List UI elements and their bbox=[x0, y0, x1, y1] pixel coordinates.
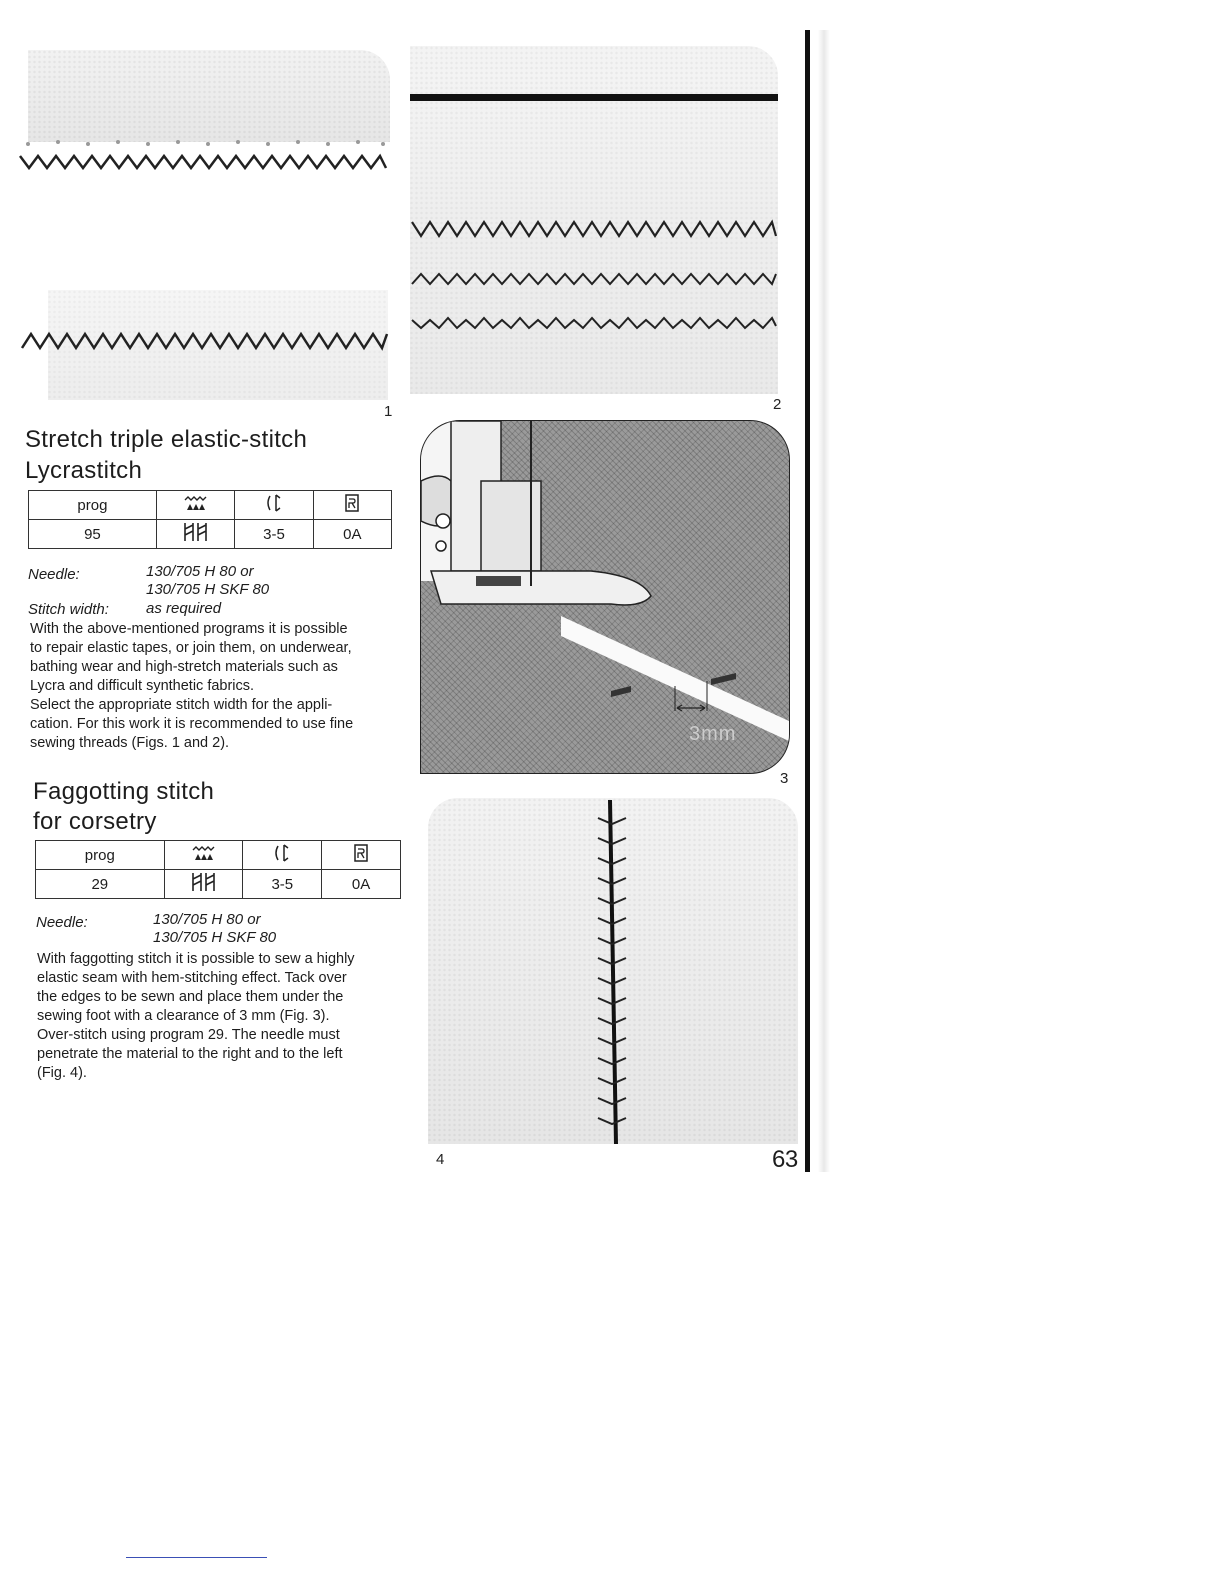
presser-foot-icon bbox=[313, 491, 391, 520]
section-1-title-line-2: Lycrastitch bbox=[25, 457, 143, 484]
presser-foot-value: 0A bbox=[313, 520, 391, 549]
section-1-body bbox=[30, 620, 400, 753]
section-2-title-line-1: Faggotting stitch bbox=[33, 778, 215, 805]
stitch-width-icon bbox=[235, 491, 313, 520]
needle-value-line-2: 130/705 H SKF 80 bbox=[153, 929, 277, 946]
presser-foot-illustration bbox=[421, 421, 789, 773]
fabric-swatch-top bbox=[28, 50, 390, 142]
needle-value-line-2: 130/705 H SKF 80 bbox=[146, 581, 270, 598]
figure-2-number: 2 bbox=[773, 396, 782, 413]
presser-foot-value: 0A bbox=[322, 870, 401, 899]
section-1-title-line-1: Stretch triple elastic-stitch bbox=[25, 426, 308, 453]
body-line: With faggotting stitch it is possible to sew a highly bbox=[37, 951, 355, 967]
clearance-measure-label: 3mm bbox=[689, 723, 737, 745]
body-line: to repair elastic tapes, or join them, on underwear, bbox=[30, 640, 352, 656]
figure-4-number: 4 bbox=[436, 1151, 445, 1168]
body-line: cation. For this work it is recommended to use fine bbox=[30, 716, 354, 732]
zigzag-stitch-row-3 bbox=[410, 308, 780, 338]
body-line: (Fig. 4). bbox=[37, 1065, 87, 1081]
figure-3-number: 3 bbox=[780, 770, 789, 787]
prog-value: 95 bbox=[29, 520, 157, 549]
triple-zigzag-icon bbox=[164, 870, 243, 899]
page-number: 63 bbox=[772, 1146, 798, 1173]
body-line: sewing foot with a clearance of 3 mm (Fig. 3). bbox=[37, 1008, 330, 1024]
section-1-settings-table bbox=[28, 490, 392, 549]
needle-value-line-1: 130/705 H 80 or bbox=[146, 563, 254, 580]
zigzag-stitch-bottom bbox=[18, 318, 390, 358]
body-line: With the above-mentioned programs it is possible bbox=[30, 621, 348, 637]
stitch-width-value-text: as required bbox=[146, 600, 222, 617]
needle-label: Needle: bbox=[28, 566, 80, 583]
zigzag-stitch-row-2 bbox=[410, 266, 780, 296]
page-edge-shadow bbox=[818, 30, 830, 1172]
section-2-body bbox=[37, 950, 407, 1083]
footer-rule bbox=[126, 1557, 267, 1558]
body-line: Lycra and difficult synthetic fabrics. bbox=[30, 678, 255, 694]
prog-header: prog bbox=[36, 841, 165, 870]
figure-3 bbox=[420, 420, 790, 774]
faggotting-seam bbox=[428, 798, 798, 1144]
zigzag-stitch-top bbox=[18, 138, 390, 218]
body-line: penetrate the material to the right and to the left bbox=[37, 1046, 343, 1062]
figure-4 bbox=[428, 798, 798, 1144]
needle-label: Needle: bbox=[36, 914, 88, 931]
fabric-edge-bar bbox=[410, 94, 778, 101]
body-line: the edges to be sewn and place them under the bbox=[37, 989, 344, 1005]
thread-tension-icon bbox=[164, 841, 243, 870]
prog-header: prog bbox=[29, 491, 157, 520]
triple-zigzag-icon bbox=[156, 520, 234, 549]
figure-2 bbox=[410, 46, 780, 396]
figure-1-number: 1 bbox=[384, 403, 393, 420]
figure-1 bbox=[18, 50, 390, 400]
stitch-width-icon bbox=[243, 841, 322, 870]
page-edge-rule bbox=[805, 30, 810, 1172]
section-2-title-line-2: for corsetry bbox=[33, 808, 157, 835]
stitch-width-value: 3-5 bbox=[235, 520, 313, 549]
body-line: Select the appropriate stitch width for the appli- bbox=[30, 697, 333, 713]
prog-value: 29 bbox=[36, 870, 165, 899]
body-line: bathing wear and high-stretch materials such as bbox=[30, 659, 338, 675]
section-2-settings-table bbox=[35, 840, 401, 899]
stitch-width-value: 3-5 bbox=[243, 870, 322, 899]
body-line: sewing threads (Figs. 1 and 2). bbox=[30, 735, 230, 751]
stitch-width-label: Stitch width: bbox=[28, 601, 109, 618]
body-line: elastic seam with hem-stitching effect. Tack over bbox=[37, 970, 347, 986]
zigzag-stitch-row-1 bbox=[410, 216, 780, 246]
body-line: Over-stitch using program 29. The needle must bbox=[37, 1027, 340, 1043]
presser-foot-icon bbox=[322, 841, 401, 870]
needle-value-line-1: 130/705 H 80 or bbox=[153, 911, 261, 928]
thread-tension-icon bbox=[156, 491, 234, 520]
